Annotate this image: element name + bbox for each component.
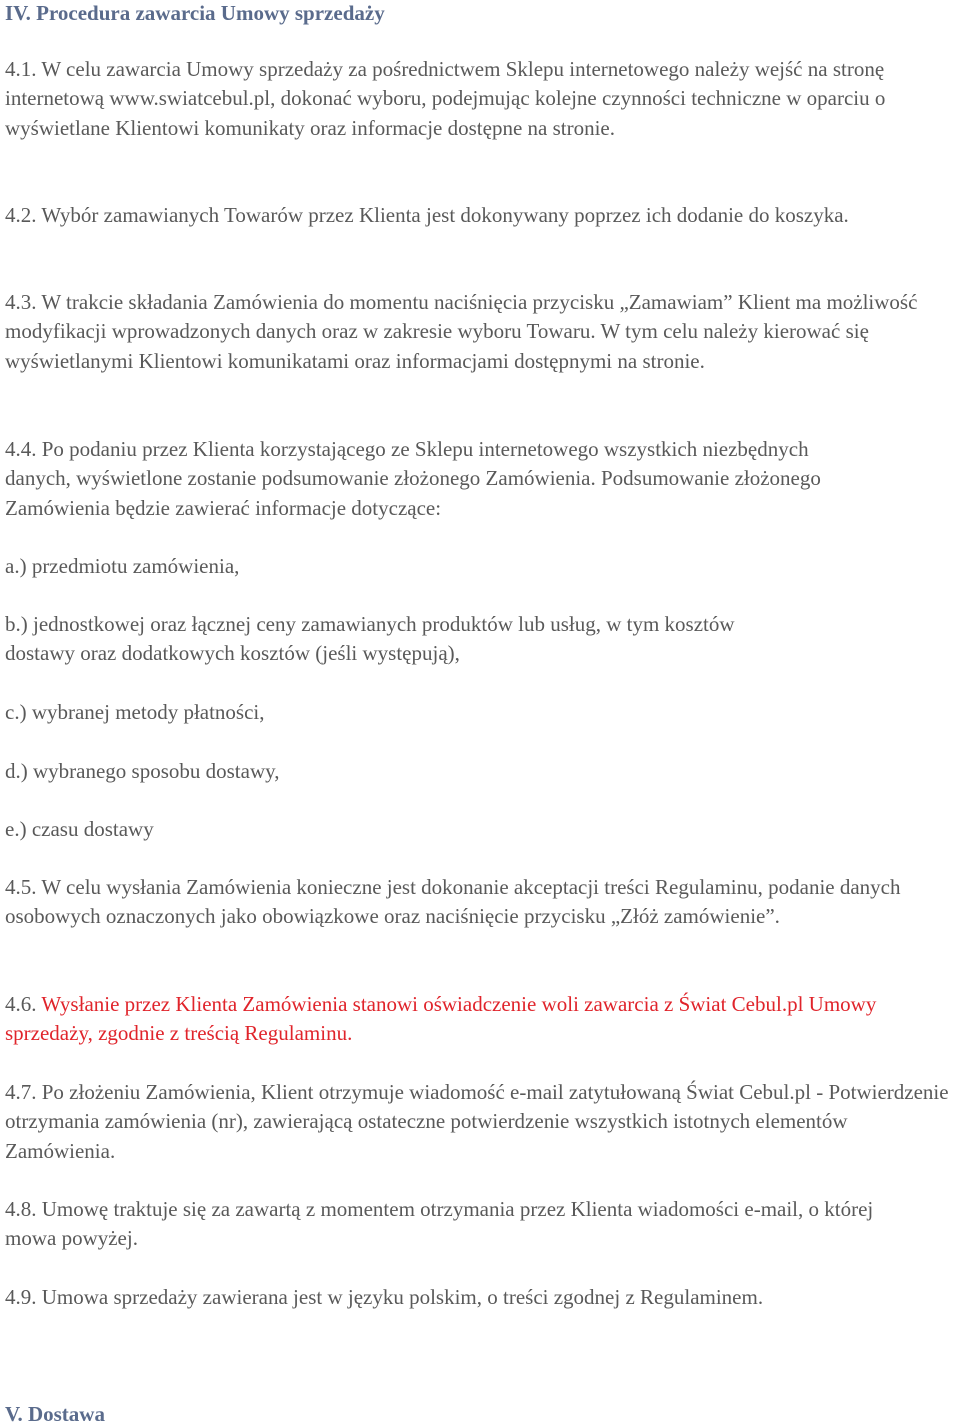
paragraph-4-6-number: 4.6.	[5, 992, 37, 1016]
list-item-d: d.) wybranego sposobu dostawy,	[5, 759, 280, 783]
paragraph-4-6	[5, 990, 905, 1049]
list-item-b: b.) jednostkowej oraz łącznej ceny zamawianych produktów lub usług, w tym kosztów dostawy oraz dodatkowych kosztów (jeśli występują),	[5, 612, 735, 666]
paragraph-4-8: 4.8. Umowę traktuje się za zawartą z momentem otrzymania przez Klienta wiadomości e-mail, o której mowa powyżej.	[5, 1197, 874, 1251]
list-item-c: c.) wybranej metody płatności,	[5, 700, 265, 724]
section-v-title: V. Dostawa	[5, 1402, 105, 1426]
paragraph-4-9: 4.9. Umowa sprzedaży zawierana jest w języku polskim, o treści zgodnej z Regulaminem.	[5, 1285, 764, 1309]
paragraph-4-2: 4.2. Wybór zamawianych Towarów przez Klienta jest dokonywany poprzez ich dodanie do koszyka.	[5, 203, 849, 227]
paragraph-4-7: 4.7. Po złożeniu Zamówienia, Klient otrzymuje wiadomość e-mail zatytułowaną Świat Cebul.pl - Potwierdzenie otrzymania zamówienia (nr), zawierającą ostateczne potwierdzenie wszystkich istotnych elementów Zamówienia.	[5, 1080, 949, 1163]
paragraph-4-1: 4.1. W celu zawarcia Umowy sprzedaży za pośrednictwem Sklepu internetowego należy wejść na stronę internetową www.swiatcebul.pl, dokonać wyboru, podejmując kolejne czynności techniczne w oparciu o wyświetlane Klientowi komunikaty oraz informacje dostępne na stronie.	[5, 57, 886, 140]
paragraph-4-5: 4.5. W celu wysłania Zamówienia konieczne jest dokonanie akceptacji treści Regulaminu, podanie danych osobowych oznaczonych jako obowiązkowe oraz naciśnięcie przycisku „Złóż zamówienie”.	[5, 875, 901, 929]
paragraph-4-4: 4.4. Po podaniu przez Klienta korzystającego ze Sklepu internetowego wszystkich niezbędnych danych, wyświetlone zostanie podsumowanie złożonego Zamówienia. Podsumowanie złożonego Zamówienia będzie zawierać informacje dotyczące:	[5, 437, 821, 520]
section-iv-title: IV. Procedura zawarcia Umowy sprzedaży	[5, 1, 385, 25]
paragraph-4-6-highlight: Wysłanie przez Klienta Zamówienia stanowi oświadczenie woli zawarcia z Świat Cebul.pl Umowy sprzedaży, zgodnie z treścią Regulaminu.	[5, 992, 877, 1046]
list-item-e: e.) czasu dostawy	[5, 817, 154, 841]
list-item-a: a.) przedmiotu zamówienia,	[5, 554, 240, 578]
paragraph-4-3: 4.3. W trakcie składania Zamówienia do momentu naciśnięcia przycisku „Zamawiam” Klient ma możliwość modyfikacji wprowadzonych danych oraz w zakresie wyboru Towaru. W tym celu należy kierować się wyświetlanymi Klientowi komunikatami oraz informacjami dostępnymi na stronie.	[5, 290, 918, 373]
